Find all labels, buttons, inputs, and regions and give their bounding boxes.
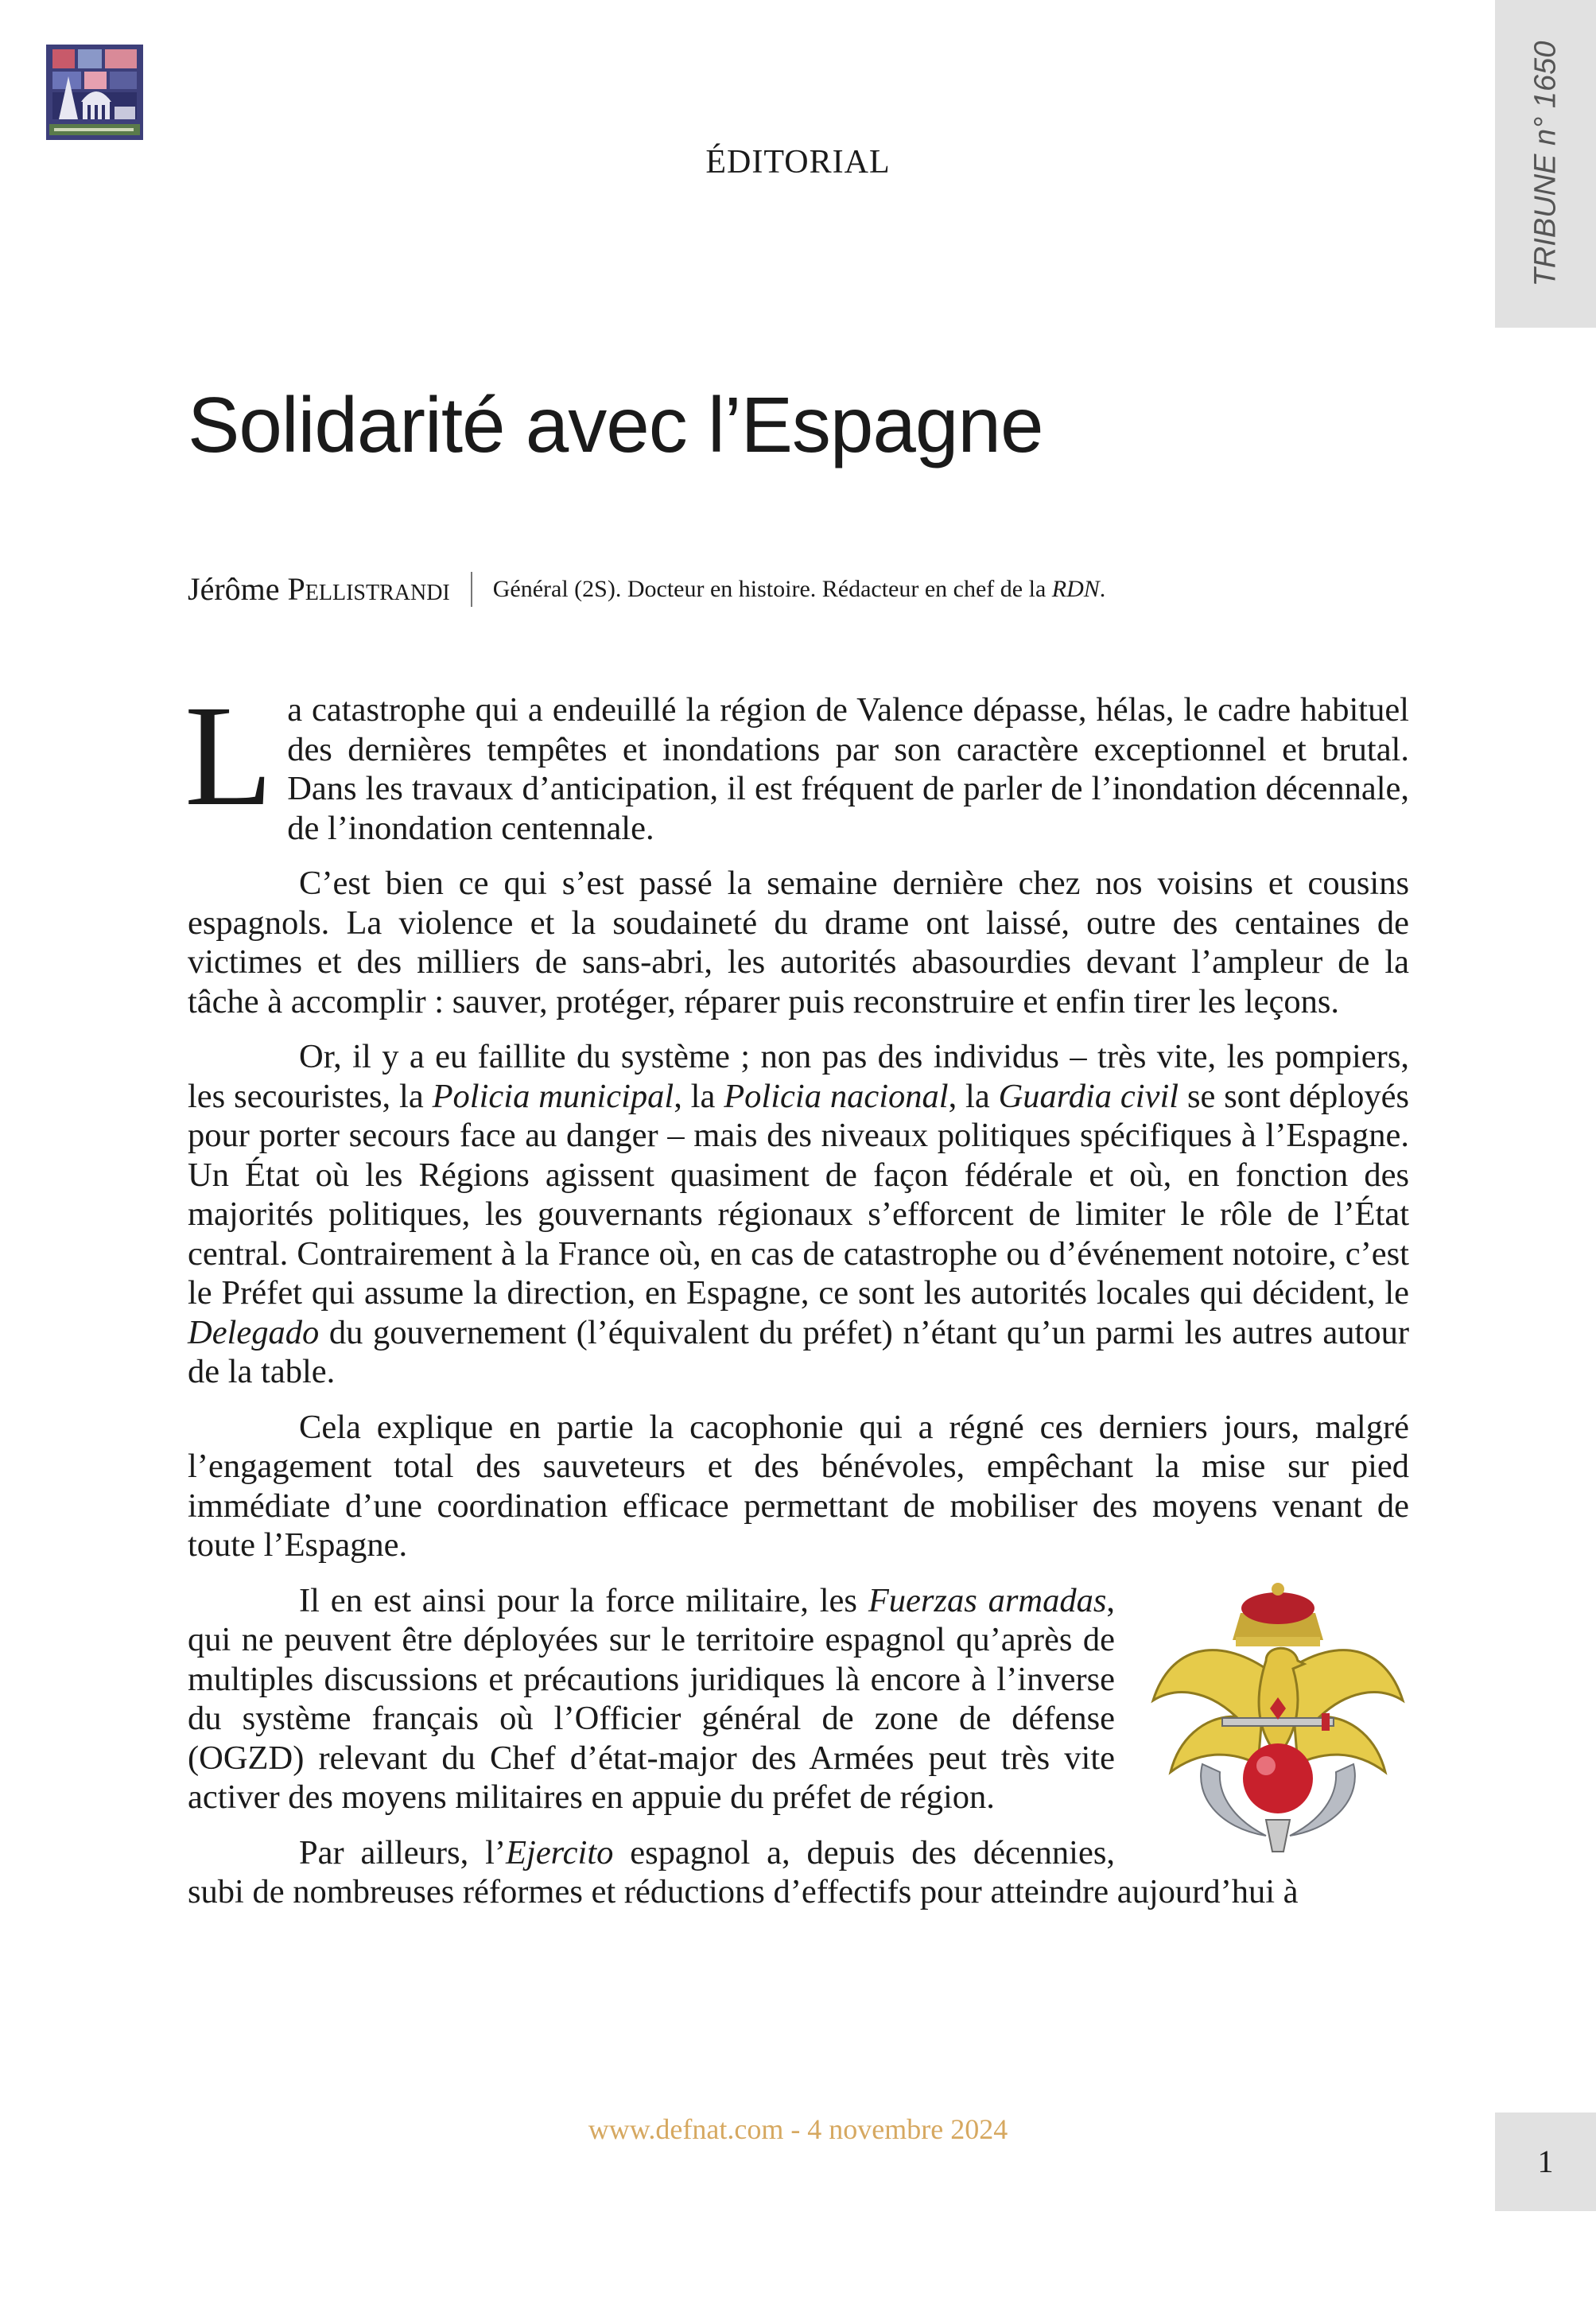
byline [188,570,1105,608]
paragraph-3: Or, il y a eu faillite du système ; non pas des individus – très vite, les pompiers, les secouristes, la Policia municipal, la Policia nacional, la Guardia civil se sont déployés pour porter secours face au danger – mais des niveaux politiques spécifiques à l’Espagne. Un État où les Régions agissent quasiment de façon fédérale et où, en fonction des majorités politiques, les gouvernants régionaux s’efforcent de limiter le rôle de l’État central. Contrairement à la France où, en cas de catastrophe ou d’événement notoire, c’est le Préfet qui assume la direction, en Espagne, ce sont les autorités locales qui décident, le Delegado du gouvernement (l’équivalent du préfet) n’étant qu’un parmi les autres autour de la table. [188,1038,1409,1390]
author-first-name: Jérôme [188,571,280,607]
drop-cap: L [184,676,274,836]
author-bio: Général (2S). Docteur en histoire. Rédacteur en chef de la RDN. [492,575,1106,602]
paragraph-6: Par ailleurs, l’Ejercito espagnol a, depuis des décennies, subi de nombreuses réformes et réductions d’effectifs pour atteindre aujourd’hui à [188,1833,1299,1910]
section-label: ÉDITORIAL [705,144,891,181]
article-body [184,676,1409,1928]
article-title: Solidarité avec l’Espagne [188,381,1043,468]
paragraph-2: C’est bien ce qui s’est passé la semaine dernière chez nos voisins et cousins espagnols. La violence et la soudaineté du drame ont laissé, outre des centaines de victimes et des milliers de sans-abri, les autorités abasourdies devant l’ampleur de la tâche à accomplir : sauver, protéger, réparer puis reconstruire et enfin tirer les leçons. [188,865,1409,1020]
issue-number: TRIBUNE n° 1650 [1528,41,1562,287]
paragraph-4: Cela explique en partie la cacophonie qui a régné ces derniers jours, malgré l’engagement total des sauveteurs et des bénévoles, empêchant la mise sur pied immédiate d’une coordination efficace permettant de mobiliser des moyens venant de toute l’Espagne. [188,1408,1409,1564]
author-name [188,570,450,608]
spanish-army-emblem-icon [1147,1581,1409,1861]
paragraph-5: Il en est ainsi pour la force militaire, les Fuerzas armadas, qui ne peuvent être déployées sur le territoire espagnol qu’après de multiples discussions et précautions juridiques là encore à l’inverse du système français où l’Officier général de zone de défense (OGZD) relevant du Chef d’état-major des Armées peut très vite activer des moyens militaires en appuie du préfet de région. [188,1581,1409,1817]
page-number: 1 [1495,2112,1596,2211]
paragraph-1: La catastrophe qui a endeuillé la région de Valence dépasse, hélas, le cadre habituel des dernières tempêtes et inondations par son caractère exceptionnel et brutal. Dans les travaux d’anticipation, il est fréquent de parler de l’inondation décennale, de l’inondation centennale. [184,676,1409,847]
byline-separator [471,572,472,607]
footer-url-date: www.defnat.com - 4 novembre 2024 [588,2113,1008,2145]
author-last-name: Pellistrandi [287,571,450,607]
rdn-logo-icon [46,45,143,140]
